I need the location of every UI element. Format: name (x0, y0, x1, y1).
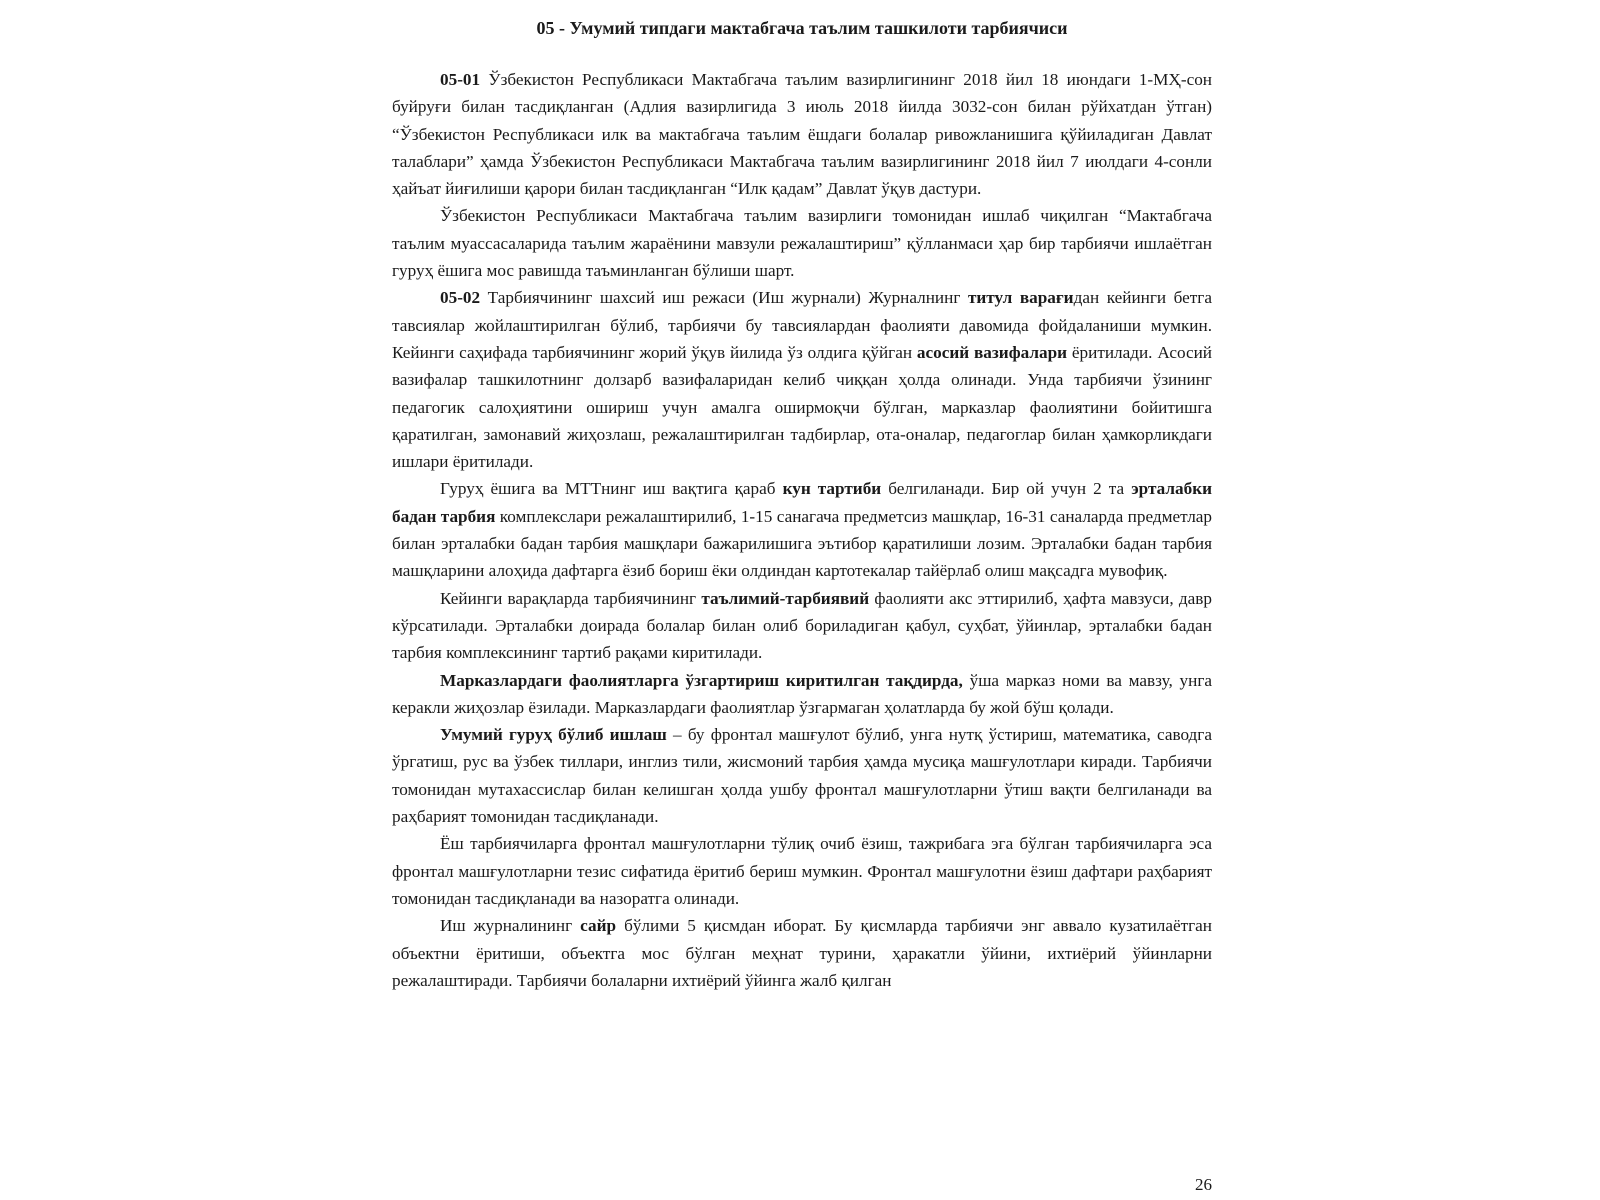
paragraph-text: дан кейинги бетга тавсиялар жойлаштирилган бўлиб, тарбиячи бу тавсиялардан фаолияти давомида фойдаланиши мумкин. Кейинги саҳифада тарбиячининг жорий ўқув йилида ўз олдига қўйган (392, 288, 1212, 362)
bold-text: сайр (580, 916, 617, 936)
paragraph (392, 721, 1212, 830)
bold-text: Марказлардаги фаолиятларга ўзгартириш киритилган тақдирда, (440, 670, 963, 690)
bold-text: 05-01 (440, 70, 481, 89)
paragraph-text: комплекслари режалаштирилиб, 1-15 санагача предметсиз машқлар, 16-31 саналарда предметлар билан эрталабки бадан тарбия машқлари бажарилишига эътибор қаратилиши лозим. Эрталабки бадан тарбия машқларини алоҳида дафтарга ёзиб бориш ёки олдиндан картотекалар тайёрлаб олиш мақсадга мувофиқ. (392, 506, 1212, 581)
bold-text: эрталабки бадан тарбия (392, 479, 1212, 526)
paragraph-text: белгиланади. Бир ой учун 2 та (881, 479, 1132, 499)
page-number: 26 (1195, 1175, 1212, 1194)
paragraph (392, 202, 1212, 284)
paragraph-text: Ўзбекистон Республикаси Мактабгача таълим вазирлигининг 2018 йил 18 июндаги 1-МҲ-сон буйруғи билан тасдиқланган (Адлия вазирлигида 3 июль 2018 йилда 3032-сон билан рўйхатдан ўтган) “Ўзбекистон Республикаси илк ва мактабгача таълим ёшдаги болалар ривожланишига қўйиладиган Давлат талаблари” ҳамда Ўзбекистон Республикаси Мактабгача таълим вазирлигининг 2018 йил 7 июлдаги 4-сонли ҳайъат йиғилиши қарори билан тасдиқланган “Илк қадам” Давлат ўқув дастури. (392, 70, 1212, 199)
paragraph (392, 66, 1212, 202)
paragraph-text: фаолияти акс эттирилиб, ҳафта мавзуси, давр кўрсатилади. Эрталабки доирада болалар билан олиб бориладиган қабул, суҳбат, ўйинлар, эрталабки бадан тарбия комплексининг тартиб рақами киритилади. (392, 588, 1212, 663)
paragraph (392, 475, 1212, 584)
bold-text: асосий вазифалари (916, 342, 1068, 362)
paragraph-text: ўша марказ номи ва мавзу, унга керакли жиҳозлар ёзилади. Марказлардаги фаолиятлар ўзгармаган ҳолатларда бу жой бўш қолади. (392, 670, 1212, 717)
paragraph-text: Тарбиячининг шахсий иш режаси (Иш журнали) Журналнинг (480, 288, 968, 308)
paragraph (392, 284, 1212, 475)
bold-text: Умумий гуруҳ бўлиб ишлаш (440, 725, 667, 745)
bold-text: кун тартиби (782, 479, 882, 499)
paragraph-text: бўлими 5 қисмдан иборат. Бу қисмларда тарбиячи энг аввало кузатилаётган объектни ёритиши, объектга мос бўлган меҳнат турини, ҳаракатли ўйини, ихтиёрий ўйинларни режалаштиради. Тарбиячи болаларни ихтиёрий ўйинга жалб қилган (392, 916, 1212, 990)
paragraph-text: Иш журналининг (440, 916, 581, 936)
bold-text: титул варағи (967, 288, 1074, 308)
paragraph-text: Ёш тарбиячиларга фронтал машғулотларни тўлиқ очиб ёзиш, тажрибага эга бўлган тарбиячиларга эса фронтал машғулотларни тезис сифатида ёритиб бериш мумкин. Фронтал машғулотни ёзиш дафтари раҳбарият томонидан тасдиқланади ва назоратга олинади. (392, 834, 1212, 908)
bold-text: 05-02 (440, 288, 481, 308)
document-body (392, 66, 1212, 994)
bold-text: таълимий-тарбиявий (701, 588, 870, 608)
document-title: 05 - Умумий типдаги мактабгача таълим ташкилоти тарбиячиси (536, 18, 1068, 38)
paragraph-text: Кейинги варақларда тарбиячининг (440, 588, 702, 608)
paragraph (392, 585, 1212, 667)
paragraph-text: Гуруҳ ёшига ва МТТнинг иш вақтига қараб (440, 479, 783, 499)
paragraph-text: – бу фронтал машғулот бўлиб, унга нутқ ўстириш, математика, саводга ўргатиш, рус ва ўзбек тиллари, инглиз тили, жисмоний тарбия ҳамда мусиқа машғулотлари киради. Тарбиячи томонидан мутахассислар билан келишган ҳолда ушбу фронтал машғулотларни ўтиш вақти белгиланади ва раҳбарият томонидан тасдиқланади. (392, 725, 1212, 827)
paragraph-text: ёритилади. Асосий вазифалар ташкилотнинг долзарб вазифаларидан келиб чиққан ҳолда олинади. Унда тарбиячи ўзининг педагогик салоҳиятини ошириш учун амалга оширмоқчи бўлган, марказлар фаолиятини бойитишга қаратилган, замонавий жиҳозлаш, режалаштирилган тадбирлар, ота-оналар, педагоглар билан ҳамкорликдаги ишлари ёритилади. (392, 342, 1213, 472)
paragraph (392, 667, 1212, 722)
paragraph (392, 912, 1212, 994)
paragraph (392, 830, 1212, 912)
paragraph-text: Ўзбекистон Республикаси Мактабгача таълим вазирлиги томонидан ишлаб чиқилган “Мактабгача таълим муассасаларида таълим жараёнини мавзули режалаштириш” қўлланмаси ҳар бир тарбиячи ишлаётган гуруҳ ёшига мос равишда таъминланган бўлиши шарт. (392, 206, 1212, 281)
